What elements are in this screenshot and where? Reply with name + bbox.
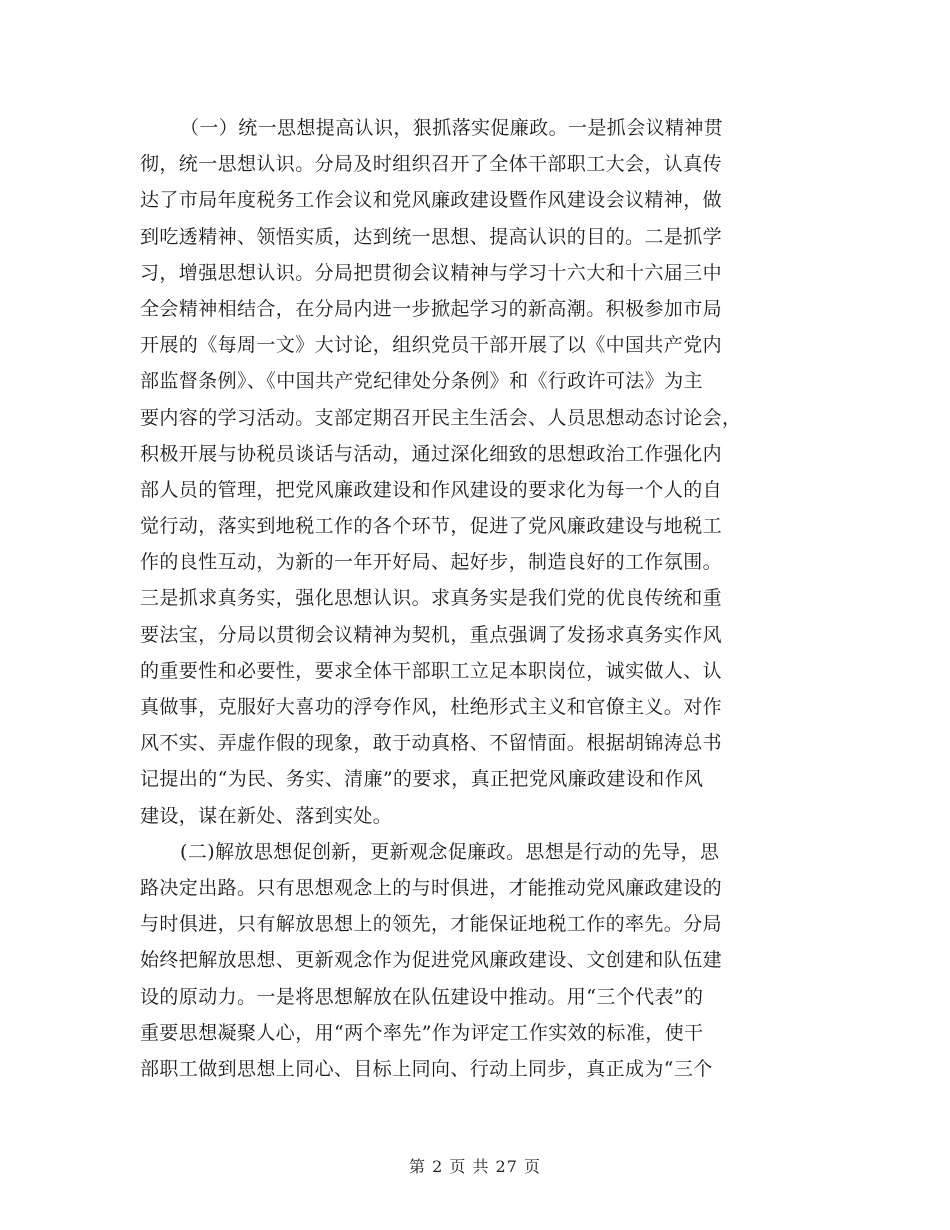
text-line: 真做事，克服好大喜功的浮夸作风，杜绝形式主义和官僚主义。对作 [140,696,723,718]
text-line: 达了市局年度税务工作会议和党风廉政建设暨作风建设会议精神，做 [140,189,723,212]
text-line: 始终把解放思想、更新观念作为促进党风廉政建设、文创建和队伍建 [140,949,723,972]
text-line: 三是抓求真务实，强化思想认识。求真务实是我们党的优良传统和重 [140,587,723,610]
text-line: 全会精神相结合，在分局内进一步掀起学习的新高潮。积极参加市局 [140,297,723,320]
text-line: 部职工做到思想上同心、目标上同向、行动上同步，真正成为“三个 [140,1057,713,1080]
text-line: 的重要性和必要性，要求全体干部职工立足本职岗位，诚实做人、认 [140,659,723,682]
text-line: 要法宝，分局以贯彻会议精神为契机，重点强调了发扬求真务实作风 [140,623,723,646]
text-line: (二)解放思想促创新，更新观念促廉政。思想是行动的先导，思 [180,840,720,863]
text-line: 路决定出路。只有思想观念上的与时俱进，才能推动党风廉政建设的 [140,876,723,899]
text-line: 设的原动力。一是将思想解放在队伍建设中推动。用“三个代表”的 [140,985,704,1008]
text-line: 重要思想凝聚人心，用“两个率先”作为评定工作实效的标准，使干 [140,1021,704,1044]
text-line: 记提出的“为民、务实、清廉”的要求，真正把党风廉政建设和作风 [140,768,704,791]
page-number-footer: 第 2 页 共 27 页 [409,1157,541,1176]
text-line: 风不实、弄虚作假的现象，敢于动真格、不留情面。根据胡锦涛总书 [140,732,723,755]
text-line: （一）统一思想提高认识，狠抓落实促廉政。一是抓会议精神贯 [180,117,724,139]
text-line: 开展的《每周一文》大讨论，组织党员干部开展了以《中国共产党内 [140,334,723,357]
text-line: 部人员的管理，把党风廉政建设和作风建设的要求化为每一个人的自 [140,478,723,501]
text-line: 与时俱进，只有解放思想上的领先，才能保证地税工作的率先。分局 [140,913,723,936]
text-line: 积极开展与协税员谈话与活动，通过深化细致的思想政治工作强化内 [140,442,723,465]
text-line: 习，增强思想认识。分局把贯彻会议精神与学习十六大和十六届三中 [140,261,723,284]
text-line: 建设，谋在新处、落到实处。 [140,804,393,827]
text-line: 彻，统一思想认识。分局及时组织召开了全体干部职工大会，认真传 [140,153,723,176]
text-line: 觉行动，落实到地税工作的各个环节，促进了党风廉政建设与地税工 [140,515,723,538]
text-line: 部监督条例》、《中国共产党纪律处分条例》和《行政许可法》为主 [140,370,704,393]
text-line: 到吃透精神、领悟实质，达到统一思想、提高认识的目的。二是抓学 [140,225,723,248]
body-text [140,110,800,1087]
text-line: 作的良性互动，为新的一年开好局、起好步，制造良好的工作氛围。 [140,551,723,574]
text-line: 要内容的学习活动。支部定期召开民主生活会、人员思想动态讨论会， [140,406,742,429]
